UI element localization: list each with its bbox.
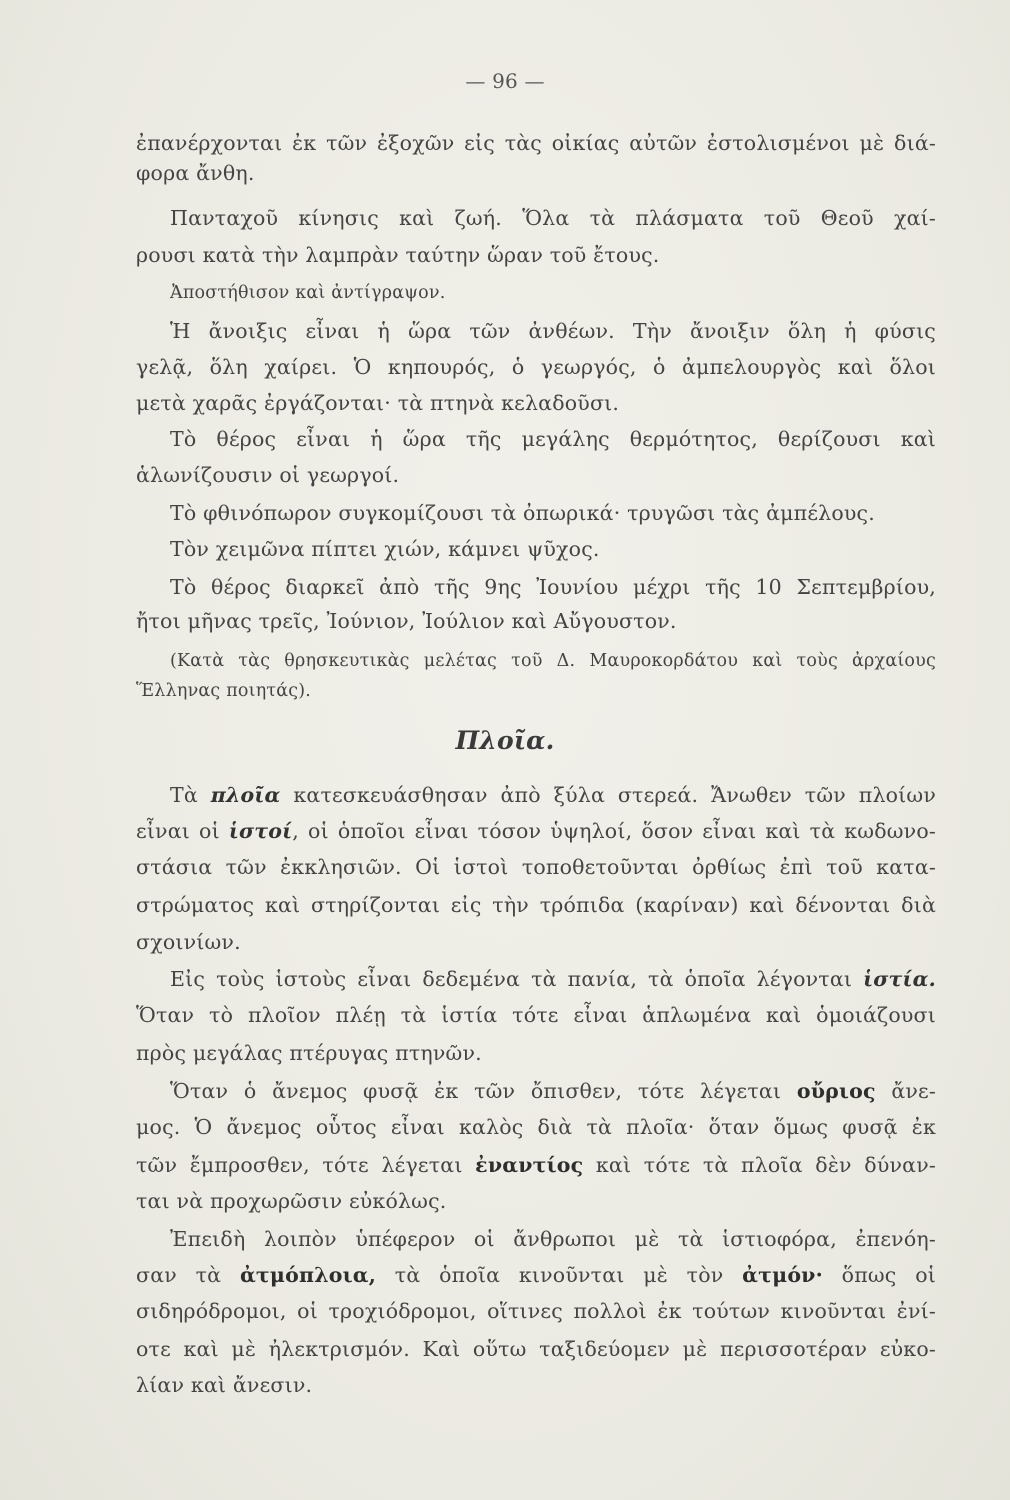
text-line: Ὅταν ὁ ἄνεμος φυσᾷ ἐκ τῶν ὄπισθεν, τότε λέγεται οὔριος ἄνε- bbox=[170, 1079, 936, 1103]
text-line: Τὰ πλοῖα κατεσκευάσθησαν ἀπὸ ξύλα στερεά. Ἄνωθεν τῶν πλοίων bbox=[170, 783, 936, 807]
text-line: Ἐπειδὴ λοιπὸν ὑπέφερον οἱ ἄνθρωποι μὲ τὰ ἱστιοφόρα, ἐπενόη- bbox=[170, 1227, 936, 1251]
citation-line: (Κατὰ τὰς θρησκευτικὰς μελέτας τοῦ Δ. Μαυροκορδάτου καὶ τοὺς ἀρχαίους bbox=[170, 651, 936, 671]
text-line: πρὸς μεγάλας πτέρυγας πτηνῶν. bbox=[136, 1041, 482, 1065]
text-line: ἤτοι μῆνας τρεῖς, Ἰούνιον, Ἰούλιον καὶ Αὔγουστον. bbox=[136, 609, 677, 633]
text-line: φορα ἄνθη. bbox=[136, 161, 255, 185]
keyword-atmoploia: ἀτμόπλοια, bbox=[239, 1263, 377, 1287]
text-line: σχοινίων. bbox=[136, 930, 241, 954]
text-line: Τὸ θέρος διαρκεῖ ἀπὸ τῆς 9ης Ἰουνίου μέχρι τῆς 10 Σεπτεμβρίου, bbox=[170, 575, 936, 599]
text-line: εἶναι οἱ ἱστοί, οἱ ὁποῖοι εἶναι τόσον ὑψηλοί, ὅσον εἶναι καὶ τὰ κωδωνο- bbox=[136, 819, 936, 843]
section-title: Πλοῖα. bbox=[455, 726, 555, 755]
keyword-ourios: οὔριος bbox=[796, 1079, 876, 1103]
text-line: ται νὰ προχωρῶσιν εὐκόλως. bbox=[136, 1189, 447, 1213]
text-line: ρουσι κατὰ τὴν λαμπρὰν ταύτην ὥραν τοῦ ἔτους. bbox=[136, 243, 660, 267]
page-number: — 96 — bbox=[465, 69, 545, 93]
text-line: στάσια τῶν ἐκκλησιῶν. Οἱ ἱστοὶ τοποθετοῦνται ὀρθίως ἐπὶ τοῦ κατα- bbox=[136, 855, 936, 879]
text-line: στρώματος καὶ στηρίζονται εἰς τὴν τρόπιδα (καρίναν) καὶ δένονται διὰ bbox=[136, 893, 936, 917]
text-line: οτε καὶ μὲ ἠλεκτρισμόν. Καὶ οὕτω ταξιδεύομεν μὲ περισσοτέραν εὐκο- bbox=[136, 1337, 936, 1361]
text-line: Εἰς τοὺς ἱστοὺς εἶναι δεδεμένα τὰ πανία, τὰ ὁποῖα λέγονται ἱστία. bbox=[170, 967, 936, 991]
text-line: Ὅταν τὸ πλοῖον πλέῃ τὰ ἱστία τότε εἶναι ἁπλωμένα καὶ ὁμοιάζουσι bbox=[136, 1003, 936, 1027]
keyword-atmon: ἀτμόν· bbox=[742, 1263, 823, 1287]
text-line: Πανταχοῦ κίνησις καὶ ζωή. Ὅλα τὰ πλάσματα τοῦ Θεοῦ χαί- bbox=[170, 206, 936, 230]
text-line: Ἡ ἄνοιξις εἶναι ἡ ὥρα τῶν ἀνθέων. Τὴν ἄνοιξιν ὅλη ἡ φύσις bbox=[170, 319, 936, 343]
text-line: μετὰ χαρᾶς ἐργάζονται· τὰ πτηνὰ κελαδοῦσι. bbox=[136, 391, 620, 415]
text-line: ἁλωνίζουσιν οἱ γεωργοί. bbox=[136, 463, 400, 487]
text-line: ἐπανέρχονται ἐκ τῶν ἐξοχῶν εἰς τὰς οἰκίας αὐτῶν ἐστολισμένοι μὲ διά- bbox=[136, 131, 936, 155]
instruction-line: Ἀποστήθισον καὶ ἀντίγραψον. bbox=[170, 283, 446, 303]
keyword-istia: ἱστία. bbox=[863, 967, 936, 991]
text-line: σιδηρόδρομοι, οἱ τροχιόδρομοι, οἵτινες πολλοὶ ἐκ τούτων κινοῦνται ἐνί- bbox=[136, 1299, 936, 1323]
text-line: γελᾷ, ὅλη χαίρει. Ὁ κηπουρός, ὁ γεωργός, ὁ ἀμπελουργὸς καὶ ὅλοι bbox=[136, 355, 936, 379]
citation-line: Ἕλληνας ποιητάς). bbox=[136, 681, 312, 701]
text-line: Τὸν χειμῶνα πίπτει χιών, κάμνει ψῦχος. bbox=[170, 537, 600, 561]
text-line: λίαν καὶ ἄνεσιν. bbox=[136, 1373, 313, 1397]
text-line: μος. Ὁ ἄνεμος οὗτος εἶναι καλὸς διὰ τὰ πλοῖα· ὅταν ὅμως φυσᾷ ἐκ bbox=[136, 1115, 936, 1139]
text-line: τῶν ἔμπροσθεν, τότε λέγεται ἐναντίος καὶ τότε τὰ πλοῖα δὲν δύναν- bbox=[136, 1153, 936, 1177]
keyword-enantios: ἐναντίος bbox=[475, 1153, 584, 1177]
text-line: Τὸ φθινόπωρον συγκομίζουσι τὰ ὀπωρικά· τρυγῶσι τὰς ἀμπέλους. bbox=[170, 501, 875, 525]
keyword-istoi: ἱστοί bbox=[228, 819, 293, 843]
text-line: Τὸ θέρος εἶναι ἡ ὥρα τῆς μεγάλης θερμότητος, θερίζουσι καὶ bbox=[170, 427, 936, 451]
text-line: σαν τὰ ἀτμόπλοια, τὰ ὁποῖα κινοῦνται μὲ τὸν ἀτμόν· ὅπως οἱ bbox=[136, 1263, 936, 1287]
keyword-ploia: πλοῖα bbox=[210, 783, 281, 807]
